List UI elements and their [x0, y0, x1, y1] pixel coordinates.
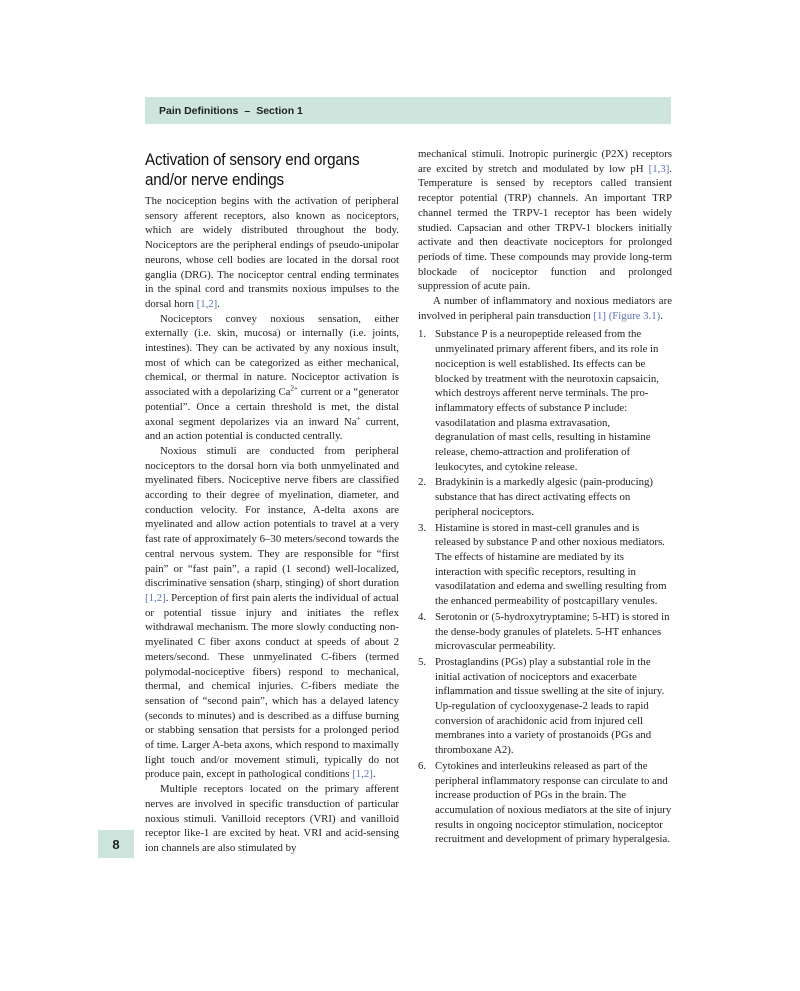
list-number: 3. — [418, 521, 427, 534]
list-number: 1. — [418, 328, 427, 341]
paragraph-3: Noxious stimuli are conducted from peripheral nociceptors to the dorsal horn via both unmyelinated and myelinated fibers. Nociceptive nerve fibers are classified according to their degree of myelination, diameter, and conduction velocity. For instance, A-delta axons are myelinated and allow action potentials to travel at a very fast rate of approximately 6–30 meters/second towards the central nervous system. They are responsible for “first pain” or “fast pain”, a rapid (1 second) well-localized, discriminative sensation (sharp, stinging) of short duration [1,2]. Perception of first pain alerts the individual of actual or potential tissue injury and initiates the reflex withdrawal mechanism. The more slowly conducting non-myelinated C fiber axons conduct at speeds of about 2 meters/second. These unmyelinated C-fibers (termed polymodal-nociceptive fibers) respond to mechanical, thermal, and chemical injuries. C-fibers mediate the sensation of “second pain”, which has a delayed latency (seconds to minutes) and is described as a diffuse burning or stabbing sensation that persists for a prolonged period of time. Larger A-beta axons, which respond to maximally light touch and/or movement stimuli, typically do not produce pain, except in pathological conditions [1,2]. — [145, 444, 399, 781]
paragraph-4: Multiple receptors located on the primary afferent nerves are involved in specific transduction of particular noxious stimuli. Vanilloid receptors (VRI) and vanilloid receptor like-1 are excited by heat. VRI and acid-sensing ion channels are also stimulated by — [145, 783, 399, 854]
list-text: Prostaglandins (PGs) play a substantial role in the initial activation of nociceptors and exacerbate inflammation and tissue swelling at the site of injury. Up-regulation of cyclooxygenase-2 leads to rapid conversion of arachidonic acid from injured cell membranes into a variety of prostanoids (PGs and thromboxane A2). — [435, 655, 665, 757]
citation-link[interactable]: [1,2] — [196, 297, 218, 310]
paragraph-3-text-b: . Perception of first pain alerts the individual of actual or potential tissue injury and initiates the reflex withdrawal mechanism. The more slowly conducting non-myelinated C fiber axons conduct at speeds of about 2 meters/second. These unmyelinated C-fibers (termed polymodal-nociceptive fibers) respond to mechanical, thermal, and chemical injuries. C-fibers mediate the sensation of “second pain”, which has a delayed latency (seconds to minutes) and is described as a diffuse burning or stabbing sensation that persists for a prolonged period of time. Larger A-beta axons, which respond to maximally light touch and/or movement stimuli, typically do not produce pain, except in pathological conditions — [145, 591, 399, 781]
paragraph-1: The nociception begins with the activation of peripheral sensory afferent receptors, also known as nociceptors, which are widely distributed throughout the body. Nociceptors are the peripheral endings of pseudo-unipolar neurons, whose cell bodies are located in the dorsal root ganglia (DRG). The nociceptor central ending terminates in the spinal cord and transmits noxious impulses to the dorsal horn [1,2]. — [145, 195, 399, 310]
citation-link[interactable]: [1,3] — [648, 162, 670, 175]
section-title: Activation of sensory end organs and/or nerve endings — [145, 151, 360, 189]
right-column — [418, 147, 672, 848]
list-item — [418, 521, 672, 609]
list-text: Serotonin or (5-hydroxytryptamine; 5-HT) is stored in the dense-body granules of platelets. 5-HT enhances microvascular permeability. — [435, 610, 670, 653]
sodium-superscript: + — [356, 413, 361, 422]
running-header — [145, 97, 671, 124]
list-number: 4. — [418, 610, 427, 623]
left-column — [145, 150, 399, 856]
header-title: Pain Definitions — [159, 104, 239, 117]
header-separator: – — [244, 104, 251, 117]
paragraph-2 — [145, 312, 399, 444]
header-section: Section 1 — [256, 104, 303, 117]
paragraph-2-text-c: current, and an action potential is conducted centrally. — [145, 415, 399, 443]
list-text: Substance P is a neuropeptide released from the unmyelinated primary afferent fibers, and its role in nociception is well established. Its effects can be blocked by treatment with the neurotoxin capsaicin, which destroys afferent nerve terminals. The pro-inflammatory effects of substance P include: vasodilatation and plasma extravasation, degranulation of mast cells, resulting in histamine release, chemo-attraction and proliferation of leukocytes, and cytokine release. — [435, 328, 659, 473]
paragraph-6-text: A number of inflammatory and noxious mediators are involved in peripheral pain transduction — [418, 295, 672, 322]
list-item — [418, 759, 672, 847]
mediator-list — [418, 327, 672, 847]
paragraph-6: A number of inflammatory and noxious mediators are involved in peripheral pain transduction [1] (Figure 3.1). — [418, 295, 672, 322]
list-item — [418, 475, 672, 519]
paragraph-2-text-a: Nociceptors convey noxious sensation, either externally (i.e. skin, mucosa) or internally (i.e. joints, intestines). They can be activated by any noxious insult, most of which can be categorized as either mechanical, chemical, or thermal in nature. Nociceptor activation is associated with a depolarizing Ca — [145, 312, 399, 399]
list-item — [418, 655, 672, 758]
list-item — [418, 610, 672, 654]
paragraph-2-text-b: current or a “generator potential”. Once a certain threshold is met, the distal axonal segment depolarizes via an inward Na — [145, 386, 399, 428]
paragraph-5-text-b: . Temperature is sensed by receptors called transient receptor potential (TRP) channels. An important TRP channel termed the TRPV-1 receptor has been widely studied. Capsacian and other TRPV-1 blockers initially activate and then deactivate nociceptors for prolonged periods of time. These compounds may provide long-term blockade of nociceptor function and prolonged suppression of acute pain. — [418, 162, 672, 293]
list-number: 5. — [418, 655, 427, 668]
list-number: 6. — [418, 759, 427, 772]
figure-reference-link[interactable]: (Figure 3.1) — [608, 309, 661, 322]
paragraph-5 — [418, 147, 672, 294]
citation-link[interactable]: [1] — [593, 309, 606, 322]
paragraph-5-text-a: mechanical stimuli. Inotropic purinergic (P2X) receptors are excited by stretch and modulated by low pH — [418, 148, 672, 175]
citation-link[interactable]: [1,2] — [352, 768, 373, 781]
paragraph-1-text: The nociception begins with the activation of peripheral sensory afferent receptors, also known as nociceptors, which are widely distributed throughout the body. Nociceptors are the peripheral endings of pseudo-unipolar neurons, whose cell bodies are located in the dorsal root ganglia (DRG). The nociceptor central ending terminates in the spinal cord and transmits noxious impulses to the dorsal horn — [145, 195, 399, 310]
citation-link[interactable]: [1,2] — [145, 591, 166, 604]
list-text: Bradykinin is a markedly algesic (pain-producing) substance that has direct activating effects on peripheral nociceptors. — [435, 476, 653, 518]
paragraph-3-text-a: Noxious stimuli are conducted from peripheral nociceptors to the dorsal horn via both unmyelinated and myelinated fibers. Nociceptive nerve fibers are classified according to their degree of myelination, diameter, and conduction velocity. For instance, A-delta axons are myelinated and allow action potentials to travel at a very fast rate of approximately 6–30 meters/second towards the central nervous system. They are responsible for “first pain” or “fast pain”, a rapid (1 second) well-localized, discriminative sensation (sharp, stinging) of short duration — [145, 444, 399, 590]
page-number: 8 — [98, 830, 134, 858]
list-text: Histamine is stored in mast-cell granules and is released by substance P and other noxious mediators. The effects of histamine are mediated by its interaction with specific receptors, resulting in vasodilatation and edema and swelling resulting from the enhanced permeability of postcapillary venules. — [435, 521, 667, 608]
list-text: Cytokines and interleukins released as part of the peripheral inflammatory response can circulate to and increase production of PGs in the brain. The accumulation of noxious mediators at the site of injury results in ongoing nociceptor stimulation, nociceptor recruitment and development of primary hyperalgesia. — [435, 759, 672, 846]
calcium-superscript: 2+ — [290, 384, 298, 393]
list-item — [418, 327, 672, 474]
list-number: 2. — [418, 476, 427, 489]
